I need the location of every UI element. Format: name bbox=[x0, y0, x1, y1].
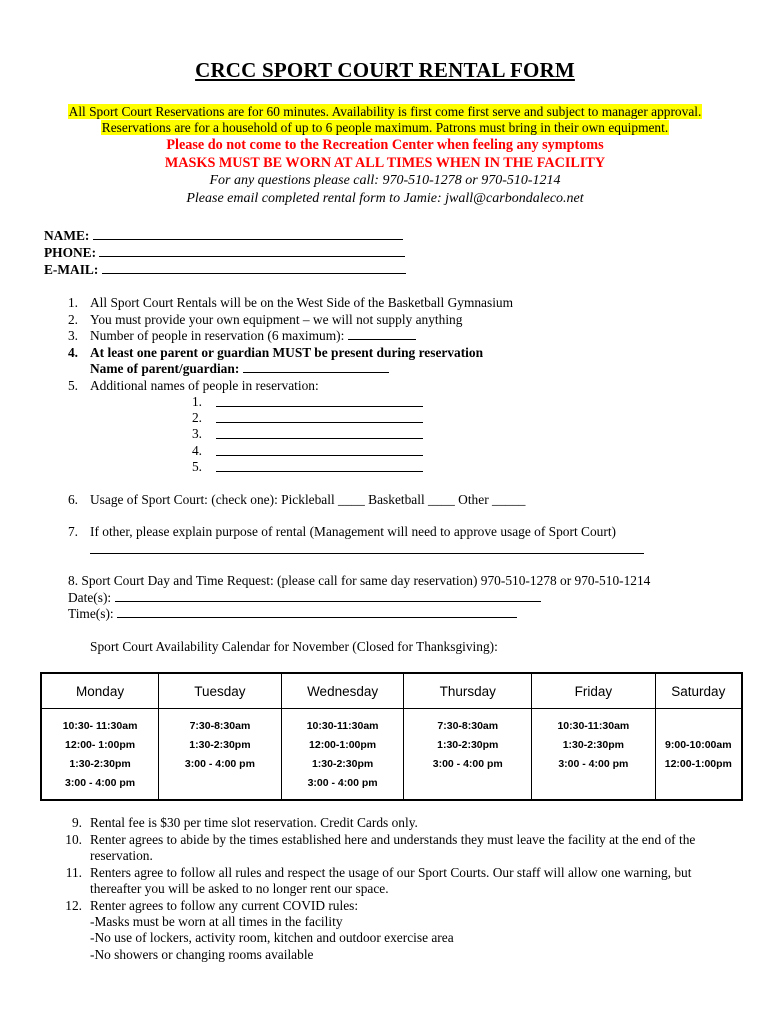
times-field bbox=[68, 606, 517, 622]
rule-number: 4. bbox=[67, 345, 78, 360]
additional-name-number: 2. bbox=[191, 410, 202, 425]
notice-highlight-1: All Sport Court Reservations are for 60 minutes. Availability is first come first serve and subject to manager approval. bbox=[68, 104, 702, 119]
dates-input-line[interactable] bbox=[115, 590, 541, 602]
name-input-line[interactable] bbox=[93, 228, 403, 240]
additional-name-number: 4. bbox=[191, 443, 202, 458]
rule-text: All Sport Court Rentals will be on the West Side of the Basketball Gymnasium bbox=[90, 295, 514, 310]
notice-line-1 bbox=[0, 104, 770, 120]
rule-text: thereafter you will be asked to no longer rent our space. bbox=[90, 881, 389, 896]
rule-text: reservation. bbox=[90, 848, 153, 863]
rule-number: 12. bbox=[65, 898, 82, 913]
calendar-caption: Sport Court Availability Calendar for November (Closed for Thanksgiving): bbox=[90, 639, 498, 654]
phone-input-line[interactable] bbox=[99, 245, 405, 257]
additional-name-number: 3. bbox=[191, 426, 202, 441]
guardian-name-input-line[interactable] bbox=[243, 361, 389, 373]
rule-number: 7. bbox=[67, 524, 78, 539]
time-slot: 1:30-2:30pm bbox=[311, 758, 374, 770]
times-label: Time(s): bbox=[68, 606, 114, 621]
additional-name-number: 5. bbox=[191, 459, 202, 474]
rule-text: Renter agrees to abide by the times established here and understands they must leave the facility at the end of the bbox=[90, 832, 696, 847]
rule-number: 11. bbox=[65, 865, 82, 880]
time-slot: 1:30-2:30pm bbox=[437, 739, 499, 751]
rule-text: Renter agrees to follow any current COVID rules: bbox=[90, 898, 359, 913]
availability-calendar bbox=[40, 672, 743, 801]
rule-text: You must provide your own equipment – we will not supply anything bbox=[90, 312, 463, 327]
rule-text: -No use of lockers, activity room, kitchen and outdoor exercise area bbox=[90, 930, 454, 945]
name-label: NAME: bbox=[44, 228, 90, 243]
time-slot: 7:30-8:30am bbox=[437, 720, 499, 732]
email-field bbox=[44, 262, 406, 278]
rule-text: At least one parent or guardian MUST be present during reservation bbox=[90, 345, 484, 360]
calendar-slots-row bbox=[41, 709, 742, 801]
notice-line-2 bbox=[0, 120, 770, 136]
monday-slots bbox=[41, 709, 159, 801]
time-slot: 3:00 - 4:00 pm bbox=[432, 758, 503, 770]
saturday-slots bbox=[655, 709, 742, 801]
contact-phone: For any questions please call: 970-510-1278 or 970-510-1214 bbox=[209, 173, 561, 188]
rule-number: 6. bbox=[67, 492, 78, 507]
day-header-thursday: Thursday bbox=[404, 673, 532, 709]
day-header-wednesday: Wednesday bbox=[281, 673, 404, 709]
day-time-request: 8. Sport Court Day and Time Request: (please call for same day reservation) 970-510-1278 or 970-510-1214 bbox=[68, 573, 651, 588]
guardian-name-label: Name of parent/guardian: bbox=[90, 361, 240, 376]
time-slot: 9:00-10:00am bbox=[665, 739, 732, 751]
other-purpose-input-line[interactable] bbox=[90, 542, 644, 554]
day-header-monday: Monday bbox=[41, 673, 159, 709]
time-slot: 3:00 - 4:00 pm bbox=[184, 758, 255, 770]
friday-slots bbox=[532, 709, 656, 801]
time-slot: 10:30-11:30am bbox=[306, 720, 379, 732]
tuesday-slots bbox=[159, 709, 282, 801]
rule-text bbox=[90, 328, 416, 344]
additional-name-input-line[interactable] bbox=[216, 444, 423, 456]
additional-name-input-line[interactable] bbox=[216, 460, 423, 472]
time-slot-empty bbox=[656, 717, 741, 736]
dates-label: Date(s): bbox=[68, 590, 112, 605]
usage-options-text[interactable]: Usage of Sport Court: (check one): Pickleball ____ Basketball ____ Other _____ bbox=[90, 492, 526, 507]
time-slot: 3:00 - 4:00 pm bbox=[307, 777, 378, 789]
contact-email: Please email completed rental form to Jamie: jwall@carbondaleco.net bbox=[186, 191, 584, 206]
time-slot: 12:00-1:00pm bbox=[309, 739, 377, 751]
rule-number: 2. bbox=[67, 312, 78, 327]
other-purpose-text: If other, please explain purpose of rental (Management will need to approve usage of Sport Court) bbox=[90, 524, 616, 539]
times-input-line[interactable] bbox=[117, 606, 517, 618]
mask-warning: MASKS MUST BE WORN AT ALL TIMES WHEN IN THE FACILITY bbox=[164, 155, 606, 171]
email-label: E-MAIL: bbox=[44, 262, 99, 277]
rule-text: Renters agree to follow all rules and respect the usage of our Sport Courts. Our staff will allow one warning, but bbox=[90, 865, 692, 880]
day-header-friday: Friday bbox=[532, 673, 656, 709]
symptoms-warning: Please do not come to the Recreation Center when feeling any symptoms bbox=[166, 137, 604, 153]
additional-name-input-line[interactable] bbox=[216, 411, 423, 423]
additional-name-number: 1. bbox=[191, 394, 202, 409]
guardian-field-row bbox=[90, 361, 389, 377]
rule-number: 10. bbox=[65, 832, 82, 847]
time-slot: 3:00 - 4:00 pm bbox=[65, 777, 136, 789]
rule-number: 5. bbox=[67, 378, 78, 393]
time-slot: 3:00 - 4:00 pm bbox=[558, 758, 629, 770]
time-slot: 12:00- 1:00pm bbox=[65, 739, 136, 751]
email-input-line[interactable] bbox=[102, 262, 406, 274]
name-field bbox=[44, 228, 403, 244]
additional-name-input-line[interactable] bbox=[216, 427, 423, 439]
time-slot: 10:30-11:30am bbox=[557, 720, 630, 732]
thursday-slots bbox=[404, 709, 532, 801]
wednesday-slots bbox=[281, 709, 404, 801]
time-slot: 12:00-1:00pm bbox=[664, 758, 732, 770]
rule-number: 3. bbox=[67, 328, 78, 343]
rule-text: -Masks must be worn at all times in the facility bbox=[90, 914, 343, 929]
rule-number: 1. bbox=[67, 295, 78, 310]
party-size-label: Number of people in reservation (6 maximum): bbox=[90, 328, 345, 343]
rule-text: Rental fee is $30 per time slot reservation. Credit Cards only. bbox=[90, 815, 418, 830]
form-title: CRCC SPORT COURT RENTAL FORM bbox=[195, 58, 575, 82]
phone-field bbox=[44, 245, 405, 261]
time-slot: 7:30-8:30am bbox=[189, 720, 251, 732]
day-header-tuesday: Tuesday bbox=[159, 673, 282, 709]
party-size-input-line[interactable] bbox=[348, 328, 416, 340]
additional-name-input-line[interactable] bbox=[216, 395, 423, 407]
time-slot: 1:30-2:30pm bbox=[69, 758, 131, 770]
time-slot: 10:30- 11:30am bbox=[62, 720, 138, 732]
dates-field bbox=[68, 590, 541, 606]
rule-number: 9. bbox=[71, 815, 82, 830]
notice-highlight-2: Reservations are for a household of up to 6 people maximum. Patrons must bring in their own equipment. bbox=[101, 120, 669, 135]
phone-label: PHONE: bbox=[44, 245, 97, 260]
time-slot: 1:30-2:30pm bbox=[189, 739, 251, 751]
time-slot: 1:30-2:30pm bbox=[562, 739, 624, 751]
calendar-header-row bbox=[41, 673, 742, 709]
rule-text: Additional names of people in reservation: bbox=[90, 378, 319, 393]
day-header-saturday: Saturday bbox=[655, 673, 742, 709]
rule-text: -No showers or changing rooms available bbox=[90, 947, 314, 962]
